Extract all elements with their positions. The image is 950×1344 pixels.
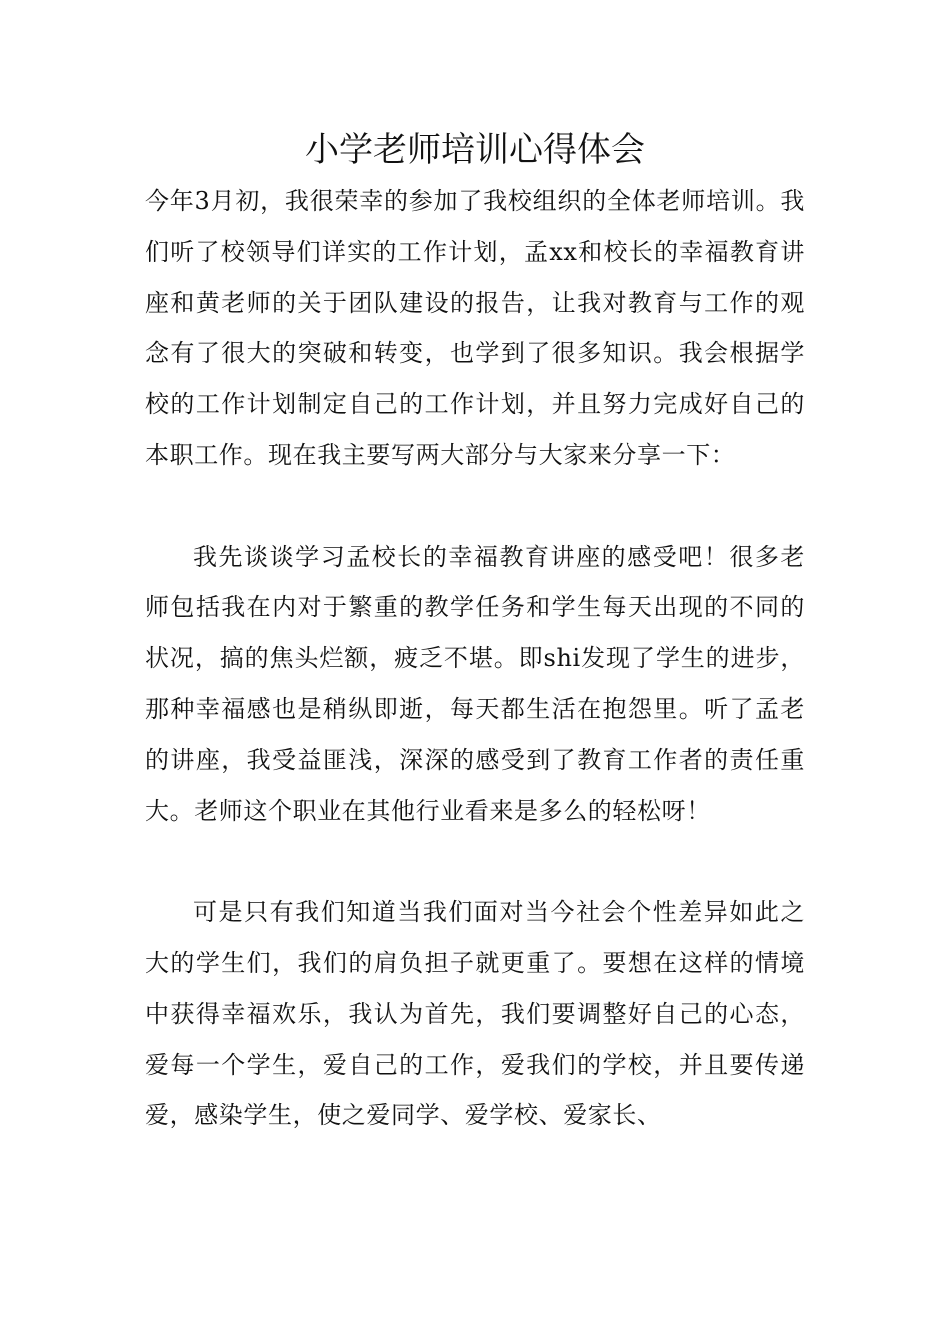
paragraph-students-responsibility: 可是只有我们知道当我们面对当今社会个性差异如此之大的学生们，我们的肩负担子就更重了。要想在这样的情境中获得幸福欢乐，我认为首先，我们要调整好自己的心态，爱每一个学生，爱自己的工作，爱我们的学校，并且要传递爱，感染学生，使之爱同学、爱学校、爱家长、 <box>145 898 805 1130</box>
document-title: 小学老师培训心得体会 <box>305 130 645 170</box>
document-body <box>145 176 805 1141</box>
paragraph-lecture-feelings: 我先谈谈学习孟校长的幸福教育讲座的感受吧！很多老师包括我在内对于繁重的教学任务和学生每天出现的不同的状况，搞的焦头烂额，疲乏不堪。即shi发现了学生的进步，那种幸福感也是稍纵即逝，每天都生活在抱怨里。听了孟老的讲座，我受益匪浅，深深的感受到了教育工作者的责任重大。老师这个职业在其他行业看来是多么的轻松呀！ <box>145 542 805 825</box>
paragraph-spacer <box>145 481 805 532</box>
paragraph-spacer <box>145 836 805 887</box>
paragraph-intro: 今年3月初，我很荣幸的参加了我校组织的全体老师培训。我们听了校领导们详实的工作计划，孟xx和校长的幸福教育讲座和黄老师的关于团队建设的报告，让我对教育与工作的观念有了很大的突破和转变，也学到了很多知识。我会根据学校的工作计划制定自己的工作计划，并且努力完成好自己的本职工作。现在我主要写两大部分与大家来分享一下： <box>145 187 805 469</box>
